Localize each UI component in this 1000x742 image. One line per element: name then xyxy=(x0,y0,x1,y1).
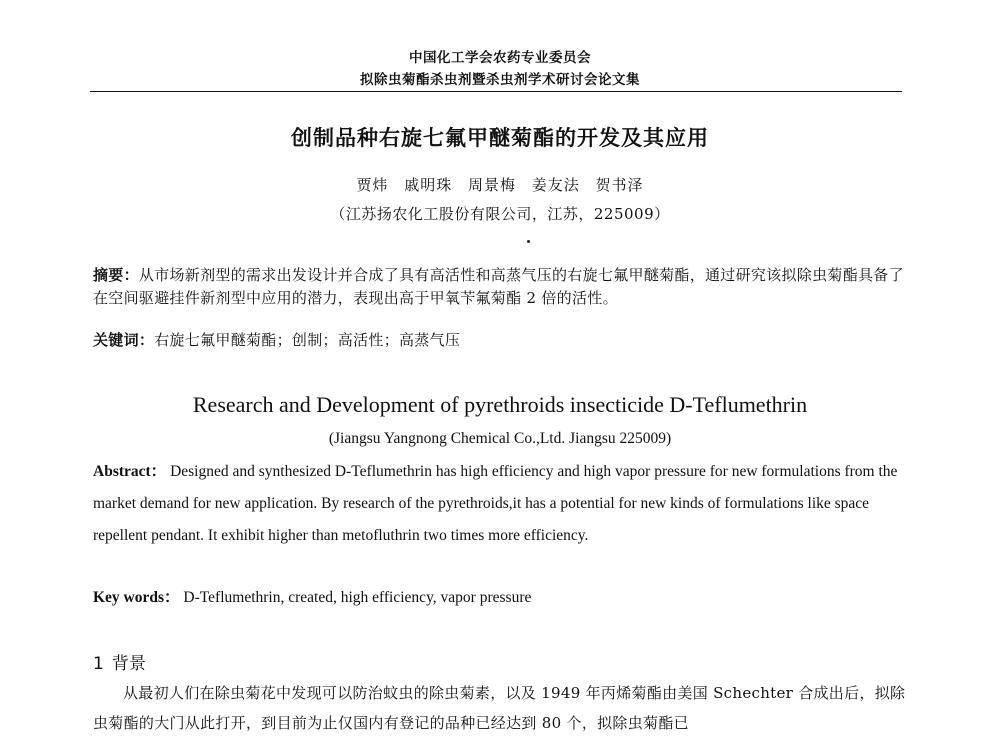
authors-cn: 贾炜 戚明珠 周景梅 姜友法 贺书泽 xyxy=(356,176,644,194)
title-en: Research and Development of pyrethroids insecticide D-Teflumethrin xyxy=(192,392,808,417)
section-heading xyxy=(93,649,146,674)
section-title: 背景 xyxy=(111,654,146,674)
section-number: 1 xyxy=(93,654,104,674)
running-header-line1: 中国化工学会农药专业委员会 xyxy=(409,50,591,66)
scan-dot xyxy=(527,240,530,243)
affiliation-en: (Jiangsu Yangnong Chemical Co.,Ltd. Jiangsu 225009) xyxy=(328,430,672,447)
affiliation-cn: （江苏扬农化工股份有限公司，江苏，225009） xyxy=(330,205,670,223)
abstract-en-label: Abstract： xyxy=(93,463,167,480)
abstract-en-text: Designed and synthesized D-Teflumethrin has high efficiency and high vapor pressure for new formulations from the market demand for new application. By research of the pyrethroids,it has a potential for new kinds of formulations like space repellent pendant. It exhibit higher than metofluthrin two times more efficiency. xyxy=(93,463,898,544)
running-header-line2: 拟除虫菊酯杀虫剂暨杀虫剂学术研讨会论文集 xyxy=(360,72,640,88)
keywords-en-label: Key words： xyxy=(93,589,180,606)
abstract-cn-label: 摘要： xyxy=(93,266,139,284)
keywords-en-text: D-Teflumethrin, created, high efficiency, vapor pressure xyxy=(183,589,532,606)
header-rule xyxy=(90,91,902,92)
body-paragraph: 从最初人们在除虫菊花中发现可以防治蚊虫的除虫菊素，以及 1949 年丙烯菊酯由美国 Schechter 合成出后，拟除虫菊酯的大门从此打开，到目前为止仅国内有登记的品种已经达到 80 个，拟除虫菊酯已 xyxy=(93,684,906,732)
keywords-cn xyxy=(93,329,913,352)
title-cn: 创制品种右旋七氟甲醚菊酯的开发及其应用 xyxy=(291,126,709,150)
keywords-en xyxy=(93,582,908,614)
abstract-cn xyxy=(93,264,913,310)
abstract-cn-text: 从市场新剂型的需求出发设计并合成了具有高活性和高蒸气压的右旋七氟甲醚菊酯，通过研究该拟除虫菊酯具备了在空间驱避挂件新剂型中应用的潜力，表现出高于甲氧苄氟菊酯 2 倍的活性。 xyxy=(93,266,904,307)
section-body xyxy=(93,678,908,738)
abstract-en xyxy=(93,456,908,552)
keywords-cn-label: 关键词： xyxy=(93,331,155,349)
keywords-cn-text: 右旋七氟甲醚菊酯；创制；高活性；高蒸气压 xyxy=(154,331,461,349)
